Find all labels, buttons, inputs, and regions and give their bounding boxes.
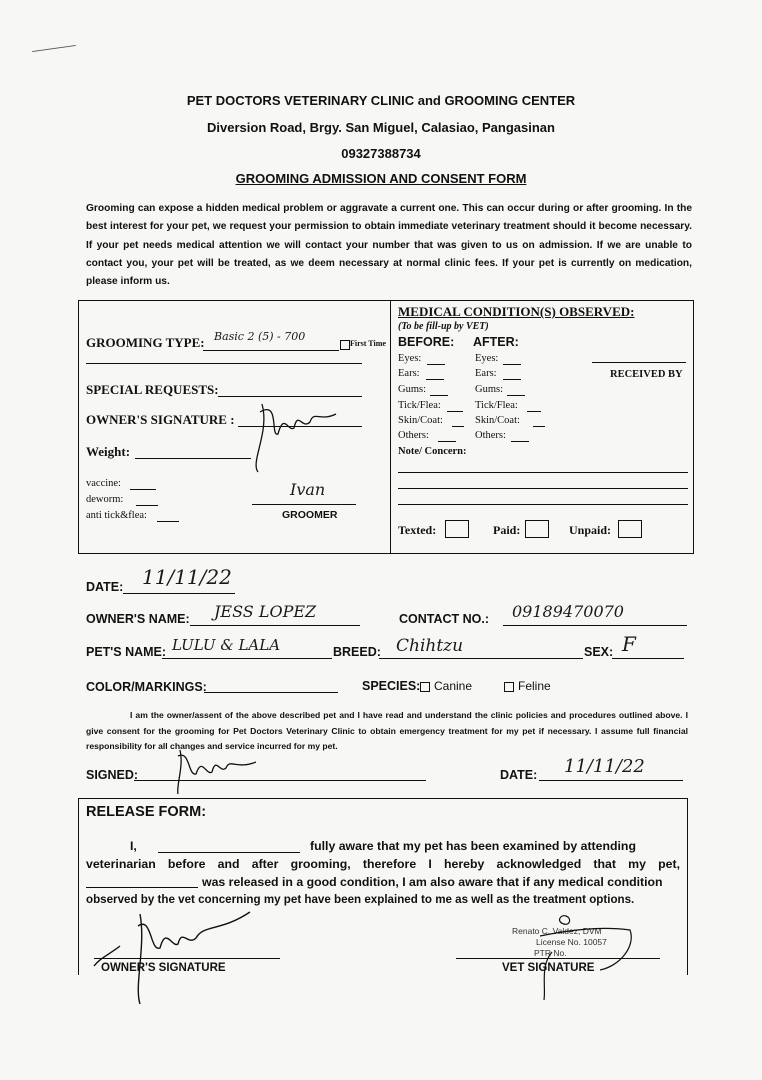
note-label: Note/ Concern: — [398, 446, 467, 457]
after-line — [511, 441, 529, 442]
after-item: Skin/Coat: — [475, 415, 520, 426]
first-time-label: First Time — [350, 339, 386, 348]
groomer-label: GROOMER — [282, 509, 338, 521]
color-markings-label: COLOR/MARKINGS: — [86, 680, 207, 694]
canine-checkbox[interactable] — [420, 682, 430, 692]
pet-name-line — [162, 658, 332, 659]
scan-mark — [32, 45, 76, 52]
unpaid-checkbox[interactable] — [618, 520, 642, 538]
grooming-type-label: GROOMING TYPE: — [86, 335, 205, 350]
vet-stamp-name: Renato C. Valdez, DVM — [512, 926, 602, 936]
note-line — [398, 472, 688, 473]
signed-date-value: 11/11/22 — [564, 756, 645, 777]
sex-line — [612, 658, 684, 659]
before-item: Eyes: — [398, 353, 422, 364]
release-title: RELEASE FORM: — [86, 804, 207, 820]
deworm-line — [136, 505, 158, 506]
vaccine-line — [130, 489, 156, 490]
before-item: Others: — [398, 430, 429, 441]
before-line — [452, 426, 464, 427]
release-text-1: fully aware that my pet has been examined by attending — [310, 839, 636, 853]
color-markings-line — [204, 692, 338, 693]
feline-label: Feline — [518, 679, 551, 693]
box-divider — [390, 301, 391, 553]
before-label: BEFORE: — [398, 335, 455, 349]
after-item: Others: — [475, 430, 506, 441]
groomer-value: Ivan — [290, 480, 326, 499]
vet-stamp-ptr: PTR No. — [534, 948, 567, 958]
owner-signature-scribble-release — [90, 906, 270, 1006]
vaccine-label: vaccine: — [86, 478, 121, 489]
release-name-line — [158, 852, 300, 853]
date-line — [123, 593, 235, 594]
before-line — [447, 411, 463, 412]
date-label: DATE: — [86, 580, 124, 594]
received-by-label: RECEIVED BY — [610, 369, 683, 380]
owner-release-signature-line — [94, 958, 280, 959]
clinic-address: Diversion Road, Brgy. San Miguel, Calasiao, Pangasinan — [207, 120, 555, 135]
before-item: Skin/Coat: — [398, 415, 443, 426]
groomer-line — [252, 504, 356, 505]
canine-label: Canine — [434, 679, 473, 693]
paid-label: Paid: — [493, 523, 521, 537]
contact-label: CONTACT NO.: — [399, 612, 490, 626]
contact-line — [503, 625, 687, 626]
after-label: AFTER: — [473, 335, 519, 349]
before-item: Ears: — [398, 368, 420, 379]
paid-checkbox[interactable] — [525, 520, 549, 538]
after-line — [527, 411, 541, 412]
weight-line — [135, 458, 251, 459]
grooming-type-line — [203, 350, 339, 351]
texted-label: Texted: — [398, 523, 437, 537]
owner-name-line — [190, 625, 360, 626]
clinic-phone: 09327388734 — [341, 146, 421, 161]
texted-checkbox[interactable] — [445, 520, 469, 538]
vet-signature-label: VET SIGNATURE — [502, 962, 595, 974]
pet-name-label: PET'S NAME: — [86, 645, 167, 659]
signed-date-line — [539, 780, 683, 781]
sex-label: SEX: — [584, 645, 614, 659]
first-time-checkbox[interactable] — [340, 340, 350, 350]
after-line — [507, 395, 525, 396]
form-title: GROOMING ADMISSION AND CONSENT FORM — [235, 171, 527, 186]
owner-release-signature-label: OWNER'S SIGNATURE — [101, 962, 226, 974]
after-item: Ears: — [475, 368, 497, 379]
release-text-3: was released in a good condition, I am also aware that if any medical condition — [202, 875, 663, 889]
grooming-type-value: Basic 2 (5) - 700 — [214, 330, 306, 343]
vet-signature-line — [456, 958, 660, 959]
special-requests-label: SPECIAL REQUESTS: — [86, 382, 219, 397]
contact-value: 09189470070 — [512, 602, 624, 621]
after-line — [503, 379, 521, 380]
signed-date-label: DATE: — [500, 768, 538, 782]
release-i-label: I, — [130, 839, 137, 853]
vet-signature-scribble — [500, 906, 650, 1006]
medical-subtitle: (To be fill-up by VET) — [398, 321, 489, 332]
owner-name-value: JESS LOPEZ — [214, 602, 317, 621]
release-pet-line — [86, 887, 198, 888]
weight-label: Weight: — [86, 444, 131, 459]
species-label: SPECIES: — [362, 679, 421, 693]
breed-label: BREED: — [333, 645, 381, 659]
note-line — [398, 504, 688, 505]
before-line — [430, 395, 448, 396]
before-line — [427, 364, 445, 365]
consent-paragraph: I am the owner/assent of the above described pet and I have read and understand the clinic policies and procedures outlined above. I give consent for the grooming for Pet Doctors Veterinary Clinic to obtain emergency treatment for my pet if necessary. I assume full financial responsibility for all changes and service incurred for my pet. — [86, 710, 688, 751]
after-item: Tick/Flea: — [475, 400, 518, 411]
canine-option[interactable] — [420, 679, 472, 693]
signed-label: SIGNED: — [86, 768, 139, 782]
intro-paragraph: Grooming can expose a hidden medical problem or aggravate a current one. This can occur during or after grooming. In the best interest for your pet, we request your permission to obtain immediate veterinary treatment should it become necessary. If your pet needs medical attention we will contact your number that was given to us on admission. If we are unable to contact you, your pet will be treated, as we deem necessary at normal clinic fees. If your pet is currently on medication, please inform us. — [86, 203, 692, 288]
sex-value: F — [622, 632, 636, 656]
before-line — [426, 379, 444, 380]
deworm-label: deworm: — [86, 494, 124, 505]
breed-line — [379, 658, 583, 659]
grooming-extra-line — [86, 363, 362, 364]
owner-signature-scribble-consent — [160, 746, 270, 796]
feline-option[interactable] — [504, 679, 551, 693]
date-value: 11/11/22 — [142, 565, 232, 589]
before-line — [438, 441, 456, 442]
anti-tick-label: anti tick&flea: — [86, 510, 147, 521]
feline-checkbox[interactable] — [504, 682, 514, 692]
vet-stamp-license: License No. 10057 — [536, 937, 607, 947]
owner-signature-label: OWNER'S SIGNATURE : — [86, 412, 235, 427]
before-item: Gums: — [398, 384, 427, 395]
anti-tick-line — [157, 521, 179, 522]
clinic-name: PET DOCTORS VETERINARY CLINIC and GROOMING CENTER — [186, 93, 576, 108]
pet-name-value: LULU & LALA — [172, 636, 281, 654]
after-line — [503, 364, 521, 365]
owner-signature-scribble-upper — [240, 392, 350, 482]
owner-name-label: OWNER'S NAME: — [86, 612, 190, 626]
unpaid-label: Unpaid: — [569, 523, 612, 537]
release-text-4: observed by the vet concerning my pet have been explained to me as well as the treatment options. — [86, 893, 635, 906]
received-by-line — [592, 362, 686, 363]
after-item: Gums: — [475, 384, 504, 395]
breed-value: Chihtzu — [396, 636, 464, 656]
before-item: Tick/Flea: — [398, 400, 441, 411]
after-line — [533, 426, 545, 427]
release-text-2: veterinarian before and after grooming, therefore I hereby acknowledged that my pet, — [86, 857, 680, 871]
after-item: Eyes: — [475, 353, 499, 364]
medical-title: MEDICAL CONDITION(S) OBSERVED: — [398, 304, 635, 319]
note-line — [398, 488, 688, 489]
